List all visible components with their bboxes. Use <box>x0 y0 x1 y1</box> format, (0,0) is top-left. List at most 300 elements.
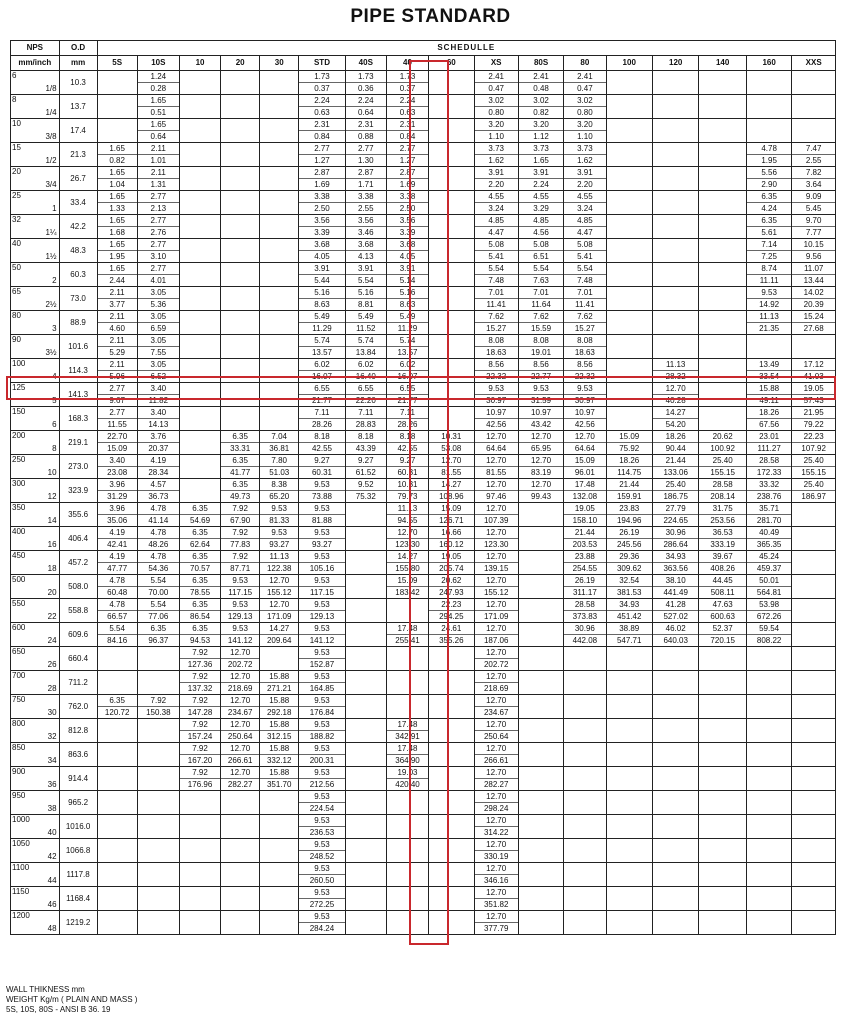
cell-value: 218.69 <box>475 682 518 694</box>
cell-value: 2.31 <box>399 120 416 129</box>
cell-value: 4.78 <box>109 600 125 609</box>
cell-value: 4.47 <box>475 226 518 238</box>
schedule-cell <box>652 647 698 671</box>
od-cell: 323.9 <box>59 479 97 503</box>
cell-value: 133.06 <box>653 466 698 478</box>
schedule-cell <box>699 623 747 647</box>
cell-value: 12.70 <box>397 528 418 537</box>
cell-value: 176.96 <box>180 778 220 790</box>
cell-value: 2.55 <box>346 202 386 214</box>
schedule-cell <box>699 407 747 431</box>
nps-cell <box>11 239 60 263</box>
schedule-cell <box>652 383 698 407</box>
cell-value: 3.91 <box>358 264 374 273</box>
cell-value: 1.73 <box>314 72 330 81</box>
od-cell: 457.2 <box>59 551 97 575</box>
schedule-cell <box>606 263 652 287</box>
cell-value: 311.17 <box>564 586 605 598</box>
schedule-cell <box>699 71 747 95</box>
cell-value: 120.72 <box>98 706 137 718</box>
schedule-cell <box>518 263 563 287</box>
cell-value: 7.47 <box>805 144 822 153</box>
schedule-cell <box>97 551 137 575</box>
cell-value: 2.77 <box>150 240 167 249</box>
cell-value: 8.08 <box>577 336 593 345</box>
schedule-column-header: 40 <box>386 56 428 71</box>
nps-inch: 24 <box>47 636 57 645</box>
schedule-cell <box>179 479 220 503</box>
cell-value: 5.54 <box>150 576 167 585</box>
cell-value: 10.15 <box>803 240 824 249</box>
cell-value: 1.73 <box>358 72 374 81</box>
cell-value: 11.64 <box>519 298 563 310</box>
schedule-cell <box>474 359 518 383</box>
nps-inch: 38 <box>47 804 57 813</box>
schedule-cell <box>518 383 563 407</box>
nps-cell <box>11 335 60 359</box>
schedule-cell <box>606 839 652 863</box>
schedule-cell <box>429 263 474 287</box>
schedule-cell <box>564 695 606 719</box>
schedule-cell <box>179 239 220 263</box>
schedule-cell <box>564 599 606 623</box>
nps-inch: 3/8 <box>45 132 57 141</box>
cell-value: 4.24 <box>747 202 791 214</box>
schedule-column-header: XXS <box>792 56 836 71</box>
schedule-cell <box>299 311 345 335</box>
schedule-cell <box>564 647 606 671</box>
cell-value: 0.63 <box>299 106 344 118</box>
schedule-cell <box>699 143 747 167</box>
cell-value: 14.27 <box>269 624 290 633</box>
cell-value: 9.53 <box>488 384 504 393</box>
cell-value: 3.38 <box>399 192 416 201</box>
cell-value: 4.85 <box>488 216 504 225</box>
schedule-cell <box>97 95 137 119</box>
schedule-cell <box>606 815 652 839</box>
cell-value: 2.77 <box>358 144 374 153</box>
schedule-cell <box>792 671 836 695</box>
cell-value: 11.82 <box>138 394 179 406</box>
cell-value: 171.09 <box>260 610 298 622</box>
table-row <box>11 815 836 839</box>
schedule-cell <box>699 431 747 455</box>
schedule-cell <box>518 119 563 143</box>
schedule-cell <box>345 791 386 815</box>
cell-value: 43.39 <box>346 442 386 454</box>
cell-value: 7.92 <box>192 672 208 681</box>
schedule-cell <box>386 815 428 839</box>
schedule-cell <box>260 239 299 263</box>
cell-value: 117.15 <box>299 586 344 598</box>
cell-value: 8.38 <box>271 480 287 489</box>
cell-value: 67.90 <box>221 514 259 526</box>
schedule-cell <box>792 551 836 575</box>
schedule-cell <box>606 431 652 455</box>
nps-inch: 1/4 <box>45 108 57 117</box>
schedule-cell <box>260 479 299 503</box>
schedule-cell <box>699 167 747 191</box>
cell-value: 21.44 <box>665 456 686 465</box>
cell-value: 3.39 <box>299 226 344 238</box>
cell-value: 11.41 <box>564 298 605 310</box>
schedule-cell <box>137 815 179 839</box>
schedule-cell <box>299 839 345 863</box>
schedule-cell <box>564 503 606 527</box>
cell-value: 200.31 <box>299 754 344 766</box>
cell-value: 77.06 <box>138 610 179 622</box>
schedule-cell <box>345 287 386 311</box>
cell-value: 2.41 <box>577 72 593 81</box>
schedule-column-header: 30 <box>260 56 299 71</box>
schedule-cell <box>652 431 698 455</box>
cell-value: 6.35 <box>761 192 777 201</box>
schedule-cell <box>260 815 299 839</box>
cell-value: 2.11 <box>109 312 125 321</box>
cell-value: 2.11 <box>150 168 166 177</box>
cell-value: 9.53 <box>314 600 330 609</box>
schedule-cell <box>97 359 137 383</box>
table-row <box>11 455 836 479</box>
schedule-cell <box>474 527 518 551</box>
schedule-cell <box>345 623 386 647</box>
schedule-cell <box>518 95 563 119</box>
schedule-cell <box>606 767 652 791</box>
schedule-cell <box>518 599 563 623</box>
cell-value: 7.01 <box>488 288 504 297</box>
cell-value: 2.31 <box>358 120 374 129</box>
nps-inch: 42 <box>47 852 57 861</box>
schedule-cell <box>564 263 606 287</box>
schedule-cell <box>474 383 518 407</box>
cell-value: 12.70 <box>269 576 290 585</box>
cell-value: 19.03 <box>397 768 418 777</box>
footer-wall-thickness: WALL THIKNESS mm <box>6 985 85 994</box>
cell-value: 6.55 <box>314 384 330 393</box>
schedule-cell <box>792 263 836 287</box>
cell-value: 205.74 <box>429 562 473 574</box>
cell-value: 9.53 <box>314 768 330 777</box>
cell-value: 54.69 <box>180 514 220 526</box>
nps-mm: 40 <box>12 239 21 248</box>
cell-value: 7.92 <box>232 528 248 537</box>
schedule-cell <box>746 359 791 383</box>
cell-value: 342.91 <box>387 730 428 742</box>
schedule-cell <box>746 383 791 407</box>
cell-value: 5.61 <box>747 226 791 238</box>
cell-value: 0.47 <box>564 82 605 94</box>
schedule-cell <box>518 815 563 839</box>
cell-value: 30.96 <box>574 624 595 633</box>
table-row <box>11 503 836 527</box>
cell-value: 15.24 <box>803 312 824 321</box>
schedule-cell <box>137 791 179 815</box>
cell-value: 6.35 <box>192 576 208 585</box>
schedule-cell <box>386 599 428 623</box>
schedule-column-header: XS <box>474 56 518 71</box>
schedule-cell <box>518 71 563 95</box>
schedule-cell <box>652 911 698 935</box>
cell-value: 164.85 <box>299 682 344 694</box>
schedule-cell <box>564 431 606 455</box>
schedule-cell <box>179 719 220 743</box>
schedule-cell <box>792 71 836 95</box>
cell-value: 96.01 <box>564 466 605 478</box>
cell-value: 1.31 <box>138 178 179 190</box>
cell-value: 4.55 <box>577 192 593 201</box>
schedule-cell <box>137 887 179 911</box>
nps-mm: 1100 <box>12 863 30 872</box>
cell-value: 57.43 <box>792 394 835 406</box>
schedule-cell <box>699 119 747 143</box>
cell-value: 5.44 <box>299 274 344 286</box>
cell-value: 8.63 <box>387 298 428 310</box>
cell-value: 20.62 <box>441 576 462 585</box>
cell-value: 365.35 <box>747 538 791 550</box>
schedule-cell <box>137 335 179 359</box>
nps-mm: 32 <box>12 215 21 224</box>
schedule-cell <box>652 719 698 743</box>
schedule-cell <box>792 119 836 143</box>
nps-inch: 1/8 <box>45 84 57 93</box>
table-row <box>11 575 836 599</box>
schedule-cell <box>386 143 428 167</box>
cell-value: 2.87 <box>399 168 416 177</box>
od-cell: 965.2 <box>59 791 97 815</box>
schedule-cell <box>137 719 179 743</box>
schedule-cell <box>518 623 563 647</box>
cell-value: 15.88 <box>269 768 290 777</box>
cell-value: 64.64 <box>475 442 518 454</box>
schedule-cell <box>260 335 299 359</box>
cell-value: 12.70 <box>230 696 251 705</box>
table-row <box>11 71 836 95</box>
od-cell: 33.4 <box>59 191 97 215</box>
cell-value: 7.62 <box>577 312 593 321</box>
cell-value: 3.10 <box>138 250 179 262</box>
schedule-cell <box>345 95 386 119</box>
schedule-cell <box>97 503 137 527</box>
cell-value: 236.53 <box>299 826 344 838</box>
schedule-cell <box>386 671 428 695</box>
cell-value: 441.49 <box>653 586 698 598</box>
schedule-cell <box>792 743 836 767</box>
cell-value: 4.47 <box>564 226 605 238</box>
schedule-cell <box>746 863 791 887</box>
schedule-cell <box>179 911 220 935</box>
cell-value: 6.59 <box>138 322 179 334</box>
schedule-cell <box>345 119 386 143</box>
table-row <box>11 887 836 911</box>
schedule-cell <box>699 815 747 839</box>
schedule-cell <box>137 671 179 695</box>
cell-value: 1.62 <box>475 154 518 166</box>
schedule-cell <box>606 215 652 239</box>
od-cell: 812.8 <box>59 719 97 743</box>
cell-value: 1.95 <box>747 154 791 166</box>
schedule-cell <box>652 791 698 815</box>
schedule-cell <box>299 239 345 263</box>
schedule-cell <box>474 167 518 191</box>
nps-mm: 850 <box>12 743 26 752</box>
schedule-cell <box>97 431 137 455</box>
cell-value: 7.48 <box>564 274 605 286</box>
cell-value: 50.01 <box>759 576 780 585</box>
schedule-cell <box>474 455 518 479</box>
cell-value: 122.38 <box>260 562 298 574</box>
table-row <box>11 767 836 791</box>
schedule-cell <box>429 647 474 671</box>
schedule-cell <box>260 887 299 911</box>
cell-value: 0.82 <box>98 154 137 166</box>
nps-mm: 650 <box>12 647 26 656</box>
cell-value: 0.88 <box>346 130 386 142</box>
table-row <box>11 623 836 647</box>
schedule-cell <box>221 311 260 335</box>
cell-value: 19.05 <box>803 384 824 393</box>
schedule-cell <box>746 71 791 95</box>
schedule-cell <box>179 887 220 911</box>
schedule-cell <box>299 551 345 575</box>
cell-value: 3.56 <box>358 216 374 225</box>
cell-value: 224.65 <box>653 514 698 526</box>
cell-value: 7.04 <box>271 432 287 441</box>
schedule-cell <box>746 119 791 143</box>
cell-value: 1.65 <box>109 240 125 249</box>
schedule-cell <box>518 143 563 167</box>
schedule-cell <box>474 743 518 767</box>
cell-value: 141.12 <box>221 634 259 646</box>
od-cell: 711.2 <box>59 671 97 695</box>
schedule-cell <box>564 551 606 575</box>
cell-value: 4.56 <box>519 226 563 238</box>
cell-value: 11.11 <box>747 274 791 286</box>
schedule-cell <box>699 503 747 527</box>
schedule-cell <box>474 815 518 839</box>
cell-value: 15.09 <box>98 442 137 454</box>
schedule-cell <box>221 215 260 239</box>
cell-value: 5.54 <box>150 600 167 609</box>
cell-value: 7.92 <box>232 552 248 561</box>
cell-value: 12.70 <box>486 792 507 801</box>
schedule-cell <box>137 479 179 503</box>
schedule-column-header: 140 <box>699 56 747 71</box>
cell-value: 451.42 <box>607 610 652 622</box>
cell-value: 2.20 <box>475 178 518 190</box>
od-cell: 42.2 <box>59 215 97 239</box>
cell-value: 3.05 <box>150 336 167 345</box>
schedule-cell <box>97 311 137 335</box>
schedule-cell <box>474 431 518 455</box>
schedule-cell <box>652 599 698 623</box>
cell-value: 3.46 <box>346 226 386 238</box>
schedule-cell <box>221 671 260 695</box>
cell-value: 10.97 <box>531 408 552 417</box>
cell-value: 9.56 <box>792 250 835 262</box>
schedule-cell <box>179 503 220 527</box>
cell-value: 7.55 <box>138 346 179 358</box>
cell-value: 282.27 <box>221 778 259 790</box>
cell-value: 9.53 <box>232 624 248 633</box>
cell-value: 3.20 <box>577 120 593 129</box>
cell-value: 3.02 <box>488 96 504 105</box>
schedule-cell <box>699 479 747 503</box>
cell-value: 40.28 <box>653 394 698 406</box>
schedule-cell <box>97 623 137 647</box>
nps-cell <box>11 119 60 143</box>
cell-value: 218.69 <box>221 682 259 694</box>
cell-value: 108.96 <box>429 490 473 502</box>
schedule-cell <box>429 911 474 935</box>
cell-value: 3.20 <box>533 120 549 129</box>
schedule-cell <box>345 239 386 263</box>
schedule-cell <box>137 647 179 671</box>
nps-cell <box>11 743 60 767</box>
cell-value: 808.22 <box>747 634 791 646</box>
schedule-cell <box>221 143 260 167</box>
schedule-cell <box>518 791 563 815</box>
schedule-cell <box>221 839 260 863</box>
schedule-cell <box>97 671 137 695</box>
cell-value: 346.16 <box>475 874 518 886</box>
schedule-cell <box>699 551 747 575</box>
cell-value: 2.50 <box>299 202 344 214</box>
cell-value: 7.92 <box>192 720 208 729</box>
schedule-cell <box>386 311 428 335</box>
cell-value: 15.09 <box>397 576 418 585</box>
table-row <box>11 479 836 503</box>
schedule-cell <box>345 359 386 383</box>
schedule-cell <box>792 167 836 191</box>
od-cell: 10.3 <box>59 71 97 95</box>
schedule-cell <box>299 287 345 311</box>
od-cell: 355.6 <box>59 503 97 527</box>
cell-value: 10.97 <box>574 408 595 417</box>
cell-value: 42.55 <box>387 442 428 454</box>
schedule-cell <box>792 791 836 815</box>
cell-value: 3.77 <box>98 298 137 310</box>
cell-value: 159.91 <box>607 490 652 502</box>
schedule-cell <box>699 719 747 743</box>
schedule-cell <box>518 527 563 551</box>
schedule-cell <box>260 719 299 743</box>
schedule-cell <box>386 407 428 431</box>
schedule-cell <box>699 287 747 311</box>
cell-value: 194.96 <box>607 514 652 526</box>
schedule-cell <box>137 695 179 719</box>
cell-value: 3.56 <box>314 216 330 225</box>
schedule-cell <box>564 911 606 935</box>
cell-value: 4.13 <box>346 250 386 262</box>
schedule-cell <box>518 287 563 311</box>
cell-value: 30.97 <box>475 394 518 406</box>
cell-value: 93.27 <box>299 538 344 550</box>
schedule-cell <box>606 71 652 95</box>
cell-value: 183.42 <box>387 586 428 598</box>
cell-value: 4.78 <box>150 552 167 561</box>
cell-value: 12.70 <box>486 624 507 633</box>
schedule-cell <box>179 527 220 551</box>
cell-value: 355.26 <box>429 634 473 646</box>
cell-value: 86.54 <box>180 610 220 622</box>
nps-mm: 1050 <box>12 839 30 848</box>
schedule-cell <box>652 287 698 311</box>
od-cell: 60.3 <box>59 263 97 287</box>
schedule-cell <box>386 239 428 263</box>
schedule-cell <box>260 359 299 383</box>
schedule-cell <box>652 503 698 527</box>
schedule-cell <box>746 263 791 287</box>
